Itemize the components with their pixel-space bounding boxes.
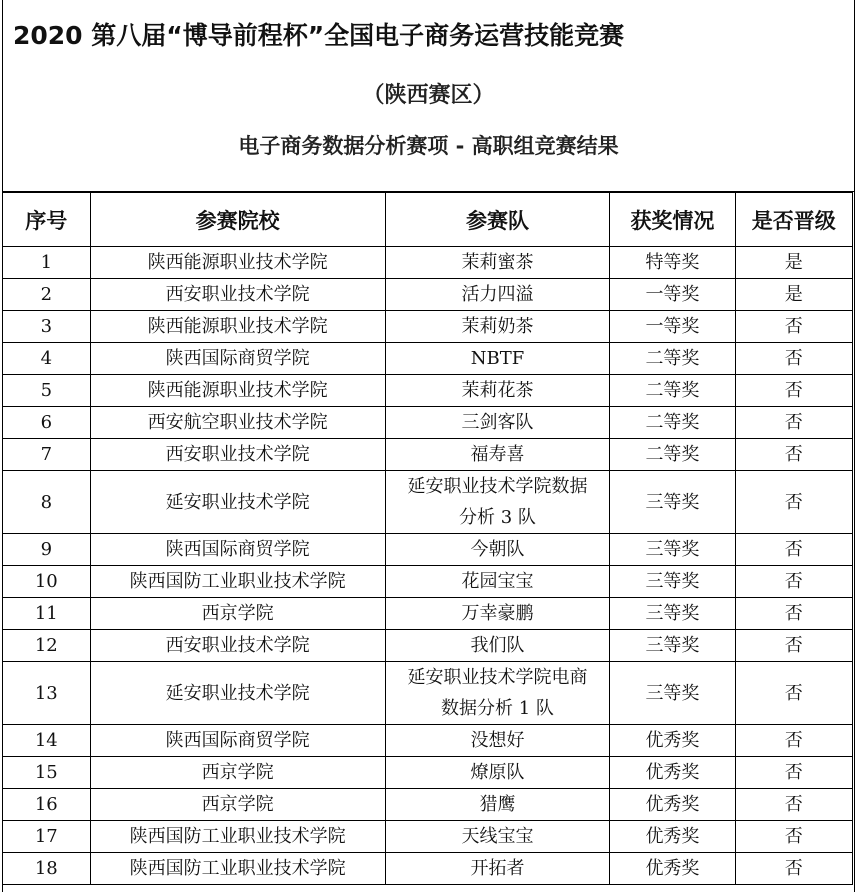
cell-team <box>385 566 610 598</box>
cell-advance: 否 <box>735 534 852 566</box>
table-row <box>3 725 853 757</box>
document-header <box>3 0 854 192</box>
cell-advance: 否 <box>735 630 852 662</box>
team-name: 燎原队 <box>470 762 525 783</box>
cell-number: 16 <box>3 789 91 821</box>
cell-advance: 否 <box>735 439 852 471</box>
region-title: （陕西赛区） <box>362 83 495 108</box>
cell-school: 陕西能源职业技术学院 <box>90 375 385 407</box>
cell-advance: 否 <box>735 375 852 407</box>
cell-team <box>385 821 610 853</box>
cell-advance: 否 <box>735 598 852 630</box>
cell-award: 二等奖 <box>610 343 735 375</box>
table-row <box>3 662 853 725</box>
cell-award: 二等奖 <box>610 375 735 407</box>
cell-award: 三等奖 <box>610 534 735 566</box>
cell-award: 优秀奖 <box>610 757 735 789</box>
cell-team <box>385 247 610 279</box>
cell-award: 三等奖 <box>610 471 735 534</box>
cell-award: 优秀奖 <box>610 821 735 853</box>
cell-award: 优秀奖 <box>610 789 735 821</box>
cell-school: 延安职业技术学院 <box>90 471 385 534</box>
cell-number: 13 <box>3 662 91 725</box>
cell-award: 优秀奖 <box>610 853 735 885</box>
cell-advance: 否 <box>735 821 852 853</box>
team-name: 猎鹰 <box>479 794 516 815</box>
cell-school: 延安职业技术学院 <box>90 662 385 725</box>
cell-team <box>385 725 610 757</box>
cell-number: 5 <box>3 375 91 407</box>
cell-number: 3 <box>3 311 91 343</box>
results-table <box>2 192 853 885</box>
cell-school: 陕西国际商贸学院 <box>90 725 385 757</box>
cell-award: 三等奖 <box>610 630 735 662</box>
cell-number: 2 <box>3 279 91 311</box>
cell-advance: 否 <box>735 343 852 375</box>
table-row <box>3 407 853 439</box>
table-row <box>3 471 853 534</box>
cell-number: 8 <box>3 471 91 534</box>
cell-school: 陕西国防工业职业技术学院 <box>90 566 385 598</box>
column-header-school: 参赛院校 <box>90 193 385 247</box>
cell-team <box>385 279 610 311</box>
column-header-award: 获奖情况 <box>610 193 735 247</box>
cell-school: 陕西能源职业技术学院 <box>90 311 385 343</box>
cell-number: 11 <box>3 598 91 630</box>
cell-school: 陕西国防工业职业技术学院 <box>90 853 385 885</box>
team-name: 天线宝宝 <box>461 826 534 847</box>
cell-number: 12 <box>3 630 91 662</box>
cell-team <box>385 534 610 566</box>
table-row <box>3 566 853 598</box>
cell-award: 一等奖 <box>610 311 735 343</box>
cell-team <box>385 471 610 534</box>
table-row <box>3 630 853 662</box>
cell-advance: 是 <box>735 247 852 279</box>
cell-advance: 否 <box>735 662 852 725</box>
cell-number: 15 <box>3 757 91 789</box>
cell-award: 三等奖 <box>610 662 735 725</box>
table-row <box>3 375 853 407</box>
document-subtitle: 电子商务数据分析赛项 - 高职组竞赛结果 <box>238 134 619 158</box>
cell-team <box>385 375 610 407</box>
cell-number: 18 <box>3 853 91 885</box>
cell-team <box>385 630 610 662</box>
cell-advance: 否 <box>735 725 852 757</box>
table-row <box>3 343 853 375</box>
team-name: 茉莉蜜茶 <box>461 252 534 273</box>
cell-advance: 否 <box>735 471 852 534</box>
cell-number: 6 <box>3 407 91 439</box>
team-name: 福寿喜 <box>470 444 525 465</box>
table-body <box>3 247 853 885</box>
cell-school: 陕西国际商贸学院 <box>90 343 385 375</box>
cell-number: 17 <box>3 821 91 853</box>
column-header-team: 参赛队 <box>385 193 610 247</box>
team-name: 延安职业技术学院电商数据分析 1 队 <box>407 667 588 719</box>
cell-team <box>385 662 610 725</box>
team-name: 茉莉奶茶 <box>461 316 534 337</box>
cell-school: 西京学院 <box>90 598 385 630</box>
cell-advance: 否 <box>735 789 852 821</box>
cell-team <box>385 789 610 821</box>
team-name: 没想好 <box>470 730 525 751</box>
table-header-row <box>3 193 853 247</box>
table-row <box>3 853 853 885</box>
cell-team <box>385 407 610 439</box>
results-sheet <box>2 0 855 892</box>
table-row <box>3 789 853 821</box>
team-name: 花园宝宝 <box>461 571 534 592</box>
table-row <box>3 821 853 853</box>
team-name: 活力四溢 <box>461 284 534 305</box>
cell-number: 9 <box>3 534 91 566</box>
cell-award: 三等奖 <box>610 566 735 598</box>
cell-team <box>385 757 610 789</box>
column-header-advance: 是否晋级 <box>735 193 852 247</box>
table-row <box>3 757 853 789</box>
team-name: 开拓者 <box>470 858 525 879</box>
cell-school: 西京学院 <box>90 789 385 821</box>
cell-school: 西安职业技术学院 <box>90 439 385 471</box>
cell-number: 10 <box>3 566 91 598</box>
cell-award: 特等奖 <box>610 247 735 279</box>
document-title: 2020 第八届“博导前程杯”全国电子商务运营技能竞赛 <box>13 21 625 50</box>
cell-advance: 否 <box>735 407 852 439</box>
team-name: 延安职业技术学院数据分析 3 队 <box>407 476 588 528</box>
cell-school: 陕西国防工业职业技术学院 <box>90 821 385 853</box>
cell-award: 优秀奖 <box>610 725 735 757</box>
team-name: 万幸豪鹏 <box>461 603 534 624</box>
cell-number: 1 <box>3 247 91 279</box>
team-name: 我们队 <box>470 635 525 656</box>
cell-advance: 否 <box>735 853 852 885</box>
team-name: 今朝队 <box>470 539 525 560</box>
cell-team <box>385 853 610 885</box>
cell-school: 陕西国际商贸学院 <box>90 534 385 566</box>
cell-advance: 否 <box>735 566 852 598</box>
table-row <box>3 247 853 279</box>
cell-school: 西京学院 <box>90 757 385 789</box>
cell-team <box>385 598 610 630</box>
team-name: NBTF <box>470 348 525 369</box>
cell-award: 三等奖 <box>610 598 735 630</box>
cell-team <box>385 311 610 343</box>
cell-number: 14 <box>3 725 91 757</box>
cell-team <box>385 343 610 375</box>
cell-number: 7 <box>3 439 91 471</box>
column-header-number: 序号 <box>3 193 91 247</box>
cell-school: 陕西能源职业技术学院 <box>90 247 385 279</box>
team-name: 茉莉花茶 <box>461 380 534 401</box>
table-row <box>3 311 853 343</box>
cell-school: 西安职业技术学院 <box>90 630 385 662</box>
table-row <box>3 534 853 566</box>
cell-award: 一等奖 <box>610 279 735 311</box>
table-row <box>3 439 853 471</box>
table-row <box>3 598 853 630</box>
cell-team <box>385 439 610 471</box>
table-row <box>3 279 853 311</box>
cell-award: 二等奖 <box>610 439 735 471</box>
cell-school: 西安航空职业技术学院 <box>90 407 385 439</box>
cell-number: 4 <box>3 343 91 375</box>
cell-school: 西安职业技术学院 <box>90 279 385 311</box>
cell-advance: 否 <box>735 757 852 789</box>
cell-advance: 否 <box>735 311 852 343</box>
cell-advance: 是 <box>735 279 852 311</box>
cell-award: 二等奖 <box>610 407 735 439</box>
team-name: 三剑客队 <box>461 412 534 433</box>
